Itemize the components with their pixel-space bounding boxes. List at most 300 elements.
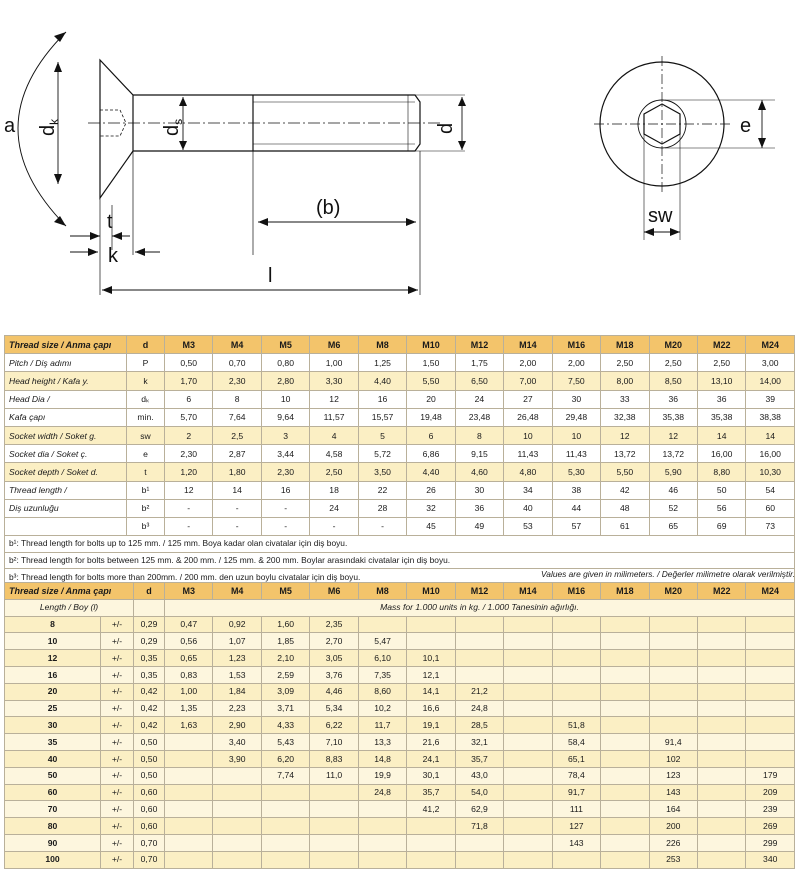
value-cell: 1,50 [407,354,455,372]
mass-cell: 62,9 [455,801,503,818]
mass-cell [407,851,455,868]
mass-cell [601,700,649,717]
mass-cell [358,616,406,633]
value-cell: 53 [504,517,552,535]
mass-cell [552,633,600,650]
mass-cell: 4,46 [310,683,358,700]
mass-cell: 10,1 [407,650,455,667]
value-cell: 40 [504,499,552,517]
mass-cell [504,801,552,818]
mass-cell: 179 [746,767,795,784]
value-cell: 5,70 [165,408,213,426]
value-cell: 24 [455,390,503,408]
value-cell: 2,50 [697,354,745,372]
tolerance-value: 0,42 [134,683,165,700]
mass-cell: 7,74 [261,767,309,784]
mass-cell: 14,8 [358,750,406,767]
value-cell: 30 [552,390,600,408]
mass-table [4,582,795,869]
table-header-row [5,336,795,354]
value-cell: 14 [213,481,261,499]
tolerance-value: 0,60 [134,784,165,801]
value-cell: 36 [649,390,697,408]
row-symbol: b² [127,499,165,517]
value-cell: 16 [358,390,406,408]
size-header: M5 [261,583,309,600]
mass-cell [601,784,649,801]
value-cell: 2,00 [504,354,552,372]
mass-cell: 200 [649,818,697,835]
value-cell: 13,10 [697,372,745,390]
value-cell: 2,30 [261,463,309,481]
footnote: b¹: Thread length for bolts up to 125 mm. / 125 mm. Boya kadar olan civatalar için diş boyu. [5,536,795,553]
mass-cell [698,700,746,717]
value-cell: - [310,517,358,535]
tolerance-value: 0,29 [134,633,165,650]
table-row [5,408,795,426]
length-value: 50 [5,767,101,784]
mass-cell: 54,0 [455,784,503,801]
mass-cell [504,818,552,835]
row-label: Head height / Kafa y. [5,372,127,390]
tolerance-sign: +/- [101,750,134,767]
length-value: 60 [5,784,101,801]
value-cell: 8 [213,390,261,408]
value-cell: 8,00 [601,372,649,390]
mass-cell [310,801,358,818]
mass-cell [601,818,649,835]
value-cell: 3,00 [746,354,795,372]
mass-cell [213,784,261,801]
value-cell: 27 [504,390,552,408]
tolerance-sign: +/- [101,767,134,784]
value-cell: 0,80 [261,354,309,372]
value-cell: 2,30 [165,445,213,463]
mass-cell: 2,90 [213,717,261,734]
value-cell: 42 [601,481,649,499]
label-d: d [435,122,457,134]
size-header: M10 [407,583,455,600]
value-cell: - [358,517,406,535]
value-cell: 3 [261,426,309,444]
value-cell: 38,38 [746,408,795,426]
value-cell: 9,64 [261,408,309,426]
mass-cell: 5,47 [358,633,406,650]
value-cell: 2,50 [310,463,358,481]
value-cell: 11,57 [310,408,358,426]
size-header: M22 [698,583,746,600]
mass-cell [601,616,649,633]
value-cell: 2,5 [213,426,261,444]
tolerance-value: 0,29 [134,616,165,633]
bolt-technical-drawing [0,0,799,320]
mass-cell: 1,07 [213,633,261,650]
mass-cell [455,633,503,650]
tolerance-sign: +/- [101,650,134,667]
mass-cell [746,717,795,734]
mass-cell [165,784,213,801]
length-value: 12 [5,650,101,667]
tolerance-sign: +/- [101,700,134,717]
row-label: Socket width / Soket g. [5,426,127,444]
value-cell: 1,75 [455,354,503,372]
mass-cell: 3,90 [213,750,261,767]
footnote: b²: Thread length for bolts between 125 mm. & 200 mm. / 125 mm. & 200 mm. Boylar arasındaki civatalar için diş boyu. [5,552,795,569]
mass-cell [213,851,261,868]
mass-cell: 1,53 [213,666,261,683]
mass-cell [649,666,697,683]
row-symbol: k [127,372,165,390]
value-cell: 14 [697,426,745,444]
value-cell: 0,70 [213,354,261,372]
mass-cell [407,818,455,835]
table-row [5,767,795,784]
mass-cell: 127 [552,818,600,835]
value-cell: 45 [407,517,455,535]
value-cell: 4,80 [504,463,552,481]
value-cell: 0,50 [165,354,213,372]
tolerance-value: 0,50 [134,750,165,767]
size-header: M12 [455,336,503,354]
mass-cell [455,650,503,667]
value-cell: 49 [455,517,503,535]
mass-cell [746,734,795,751]
label-t: t [107,211,113,233]
mass-cell: 41,2 [407,801,455,818]
size-header: M3 [165,583,213,600]
value-cell: 7,64 [213,408,261,426]
mass-cell [504,700,552,717]
mass-cell [698,750,746,767]
size-header: M20 [649,583,697,600]
mass-cell: 43,0 [455,767,503,784]
mass-cell: 1,84 [213,683,261,700]
mass-cell [504,851,552,868]
mass-cell: 12,1 [407,666,455,683]
mass-cell: 143 [649,784,697,801]
mass-cell: 253 [649,851,697,868]
label-dk: $d_k$ [37,118,61,136]
label-l: l [268,265,273,287]
value-cell: 14,00 [746,372,795,390]
tolerance-sign: +/- [101,851,134,868]
label-sw: sw [648,205,673,227]
table-row [5,851,795,868]
mass-cell [601,734,649,751]
mass-cell [504,650,552,667]
value-cell: 7,50 [552,372,600,390]
mass-cell: 143 [552,834,600,851]
table-row [5,650,795,667]
mass-cell [698,834,746,851]
mass-cell [504,750,552,767]
value-cell: 7,00 [504,372,552,390]
mass-cell: 239 [746,801,795,818]
mass-cell: 11,7 [358,717,406,734]
mass-cell: 6,22 [310,717,358,734]
value-cell: 10 [552,426,600,444]
value-cell: 34 [504,481,552,499]
value-cell: 1,20 [165,463,213,481]
mass-cell [165,834,213,851]
mass-cell [698,616,746,633]
mass-cell: 13,3 [358,734,406,751]
value-cell: 32 [407,499,455,517]
value-cell: 2,00 [552,354,600,372]
mass-cell: 3,40 [213,734,261,751]
value-cell: 38 [552,481,600,499]
value-cell: 5,50 [407,372,455,390]
mass-cell [601,851,649,868]
value-cell: 35,38 [697,408,745,426]
mass-cell [213,818,261,835]
mass-cell [504,767,552,784]
table-row [5,633,795,650]
footnote: b³: Thread length for bolts more than 200mm. / 200 mm. den uzun boylu civatalar için diş boyu. [5,569,795,586]
mass-cell [601,801,649,818]
table-row [5,354,795,372]
mass-cell: 3,05 [310,650,358,667]
mass-cell [455,616,503,633]
row-label: Kafa çapı [5,408,127,426]
mass-cell [649,633,697,650]
value-cell: 16,00 [697,445,745,463]
mass-cell [698,851,746,868]
mass-cell [165,851,213,868]
value-cell: 16,00 [746,445,795,463]
row-label: Socket dia / Soket ç. [5,445,127,463]
value-cell: 3,50 [358,463,406,481]
mass-cell [698,767,746,784]
tolerance-value: 0,35 [134,650,165,667]
mass-cell [213,801,261,818]
mass-cell [746,666,795,683]
value-cell: 8,50 [649,372,697,390]
length-header: Length / Boy (l) [5,599,134,616]
row-symbol: sw [127,426,165,444]
value-cell: 18 [310,481,358,499]
value-cell: 4 [310,426,358,444]
value-cell: 69 [697,517,745,535]
mass-cell [261,834,309,851]
mass-cell [552,650,600,667]
mass-cell: 58,4 [552,734,600,751]
length-value: 30 [5,717,101,734]
tolerance-value: 0,50 [134,734,165,751]
mass-cell [601,683,649,700]
mass-cell: 71,8 [455,818,503,835]
tolerance-value: 0,60 [134,801,165,818]
table-row [5,750,795,767]
tolerance-value: 0,70 [134,834,165,851]
value-cell: 29,48 [552,408,600,426]
value-cell: 11,43 [552,445,600,463]
mass-cell: 78,4 [552,767,600,784]
mass-cell [601,666,649,683]
size-header: M18 [601,583,649,600]
label-b: (b) [316,197,341,219]
mass-cell [213,767,261,784]
value-cell: 36 [697,390,745,408]
mass-cell: 2,70 [310,633,358,650]
mass-cell: 1,60 [261,616,309,633]
mass-cell [504,784,552,801]
mass-cell: 0,65 [165,650,213,667]
mass-cell: 226 [649,834,697,851]
tolerance-value: 0,42 [134,717,165,734]
size-header: M8 [358,336,406,354]
size-header: M16 [552,583,600,600]
mass-cell [261,801,309,818]
tolerance-sign: +/- [101,734,134,751]
blank [134,599,165,616]
mass-cell: 4,33 [261,717,309,734]
mass-cell: 91,7 [552,784,600,801]
mass-cell [601,767,649,784]
table-row [5,499,795,517]
value-cell: 10 [261,390,309,408]
mass-cell: 24,1 [407,750,455,767]
value-cell: 12 [165,481,213,499]
value-cell: 16 [261,481,309,499]
mass-cell: 3,76 [310,666,358,683]
mass-cell: 1,00 [165,683,213,700]
value-cell: 6 [407,426,455,444]
tolerance-sign: +/- [101,801,134,818]
mass-cell [649,717,697,734]
mass-cell [698,818,746,835]
value-cell: 48 [601,499,649,517]
value-cell: 10,30 [746,463,795,481]
value-cell: 39 [746,390,795,408]
value-cell: 1,70 [165,372,213,390]
mass-cell: 1,35 [165,700,213,717]
value-cell: 26,48 [504,408,552,426]
mass-cell: 269 [746,818,795,835]
tolerance-sign: +/- [101,784,134,801]
mass-cell: 2,10 [261,650,309,667]
table-row [5,784,795,801]
mass-cell [698,650,746,667]
value-cell: 12 [649,426,697,444]
value-cell: 33 [601,390,649,408]
size-header: M3 [165,336,213,354]
mass-cell [407,633,455,650]
mass-cell [649,616,697,633]
value-cell: 61 [601,517,649,535]
value-cell: 1,80 [213,463,261,481]
mass-cell [358,851,406,868]
value-cell: 22 [358,481,406,499]
row-symbol: min. [127,408,165,426]
mass-cell: 28,5 [455,717,503,734]
mass-cell [261,851,309,868]
value-cell: 4,58 [310,445,358,463]
mass-cell: 1,85 [261,633,309,650]
length-value: 100 [5,851,101,868]
value-cell: 6,86 [407,445,455,463]
value-cell: 30 [455,481,503,499]
value-cell: 2,80 [261,372,309,390]
value-cell: 12 [601,426,649,444]
mass-cell: 35,7 [455,750,503,767]
value-cell: - [213,517,261,535]
mass-cell [165,767,213,784]
tolerance-sign: +/- [101,666,134,683]
mass-cell [310,834,358,851]
value-cell: 44 [552,499,600,517]
tolerance-value: 0,50 [134,767,165,784]
mass-cell [698,801,746,818]
table-row [5,683,795,700]
value-cell: 73 [746,517,795,535]
tolerance-sign: +/- [101,616,134,633]
mass-cell: 102 [649,750,697,767]
mass-cell: 7,35 [358,666,406,683]
length-value: 25 [5,700,101,717]
mass-cell: 16,6 [407,700,455,717]
row-symbol: t [127,463,165,481]
subheader-row [5,599,795,616]
table-row [5,666,795,683]
mass-cell: 164 [649,801,697,818]
value-cell: 4,40 [358,372,406,390]
mass-cell [746,616,795,633]
length-value: 35 [5,734,101,751]
row-label: Head Dia / [5,390,127,408]
mass-cell [698,666,746,683]
table-row [5,372,795,390]
mass-cell: 14,1 [407,683,455,700]
mass-cell [552,666,600,683]
size-header: M24 [746,583,795,600]
mass-cell [746,700,795,717]
value-cell: 6 [165,390,213,408]
mass-cell [407,834,455,851]
mass-cell: 6,10 [358,650,406,667]
dimensions-table [4,335,795,586]
row-symbol: b³ [127,517,165,535]
value-cell: 8,80 [697,463,745,481]
mass-cell: 19,1 [407,717,455,734]
value-cell: 54 [746,481,795,499]
mass-cell: 21,6 [407,734,455,751]
mass-cell [407,616,455,633]
mass-cell: 0,47 [165,616,213,633]
mass-cell: 123 [649,767,697,784]
mass-cell [310,818,358,835]
value-cell: 15,57 [358,408,406,426]
footnote-row [5,552,795,569]
mass-cell [504,683,552,700]
mass-cell: 299 [746,834,795,851]
mass-cell: 91,4 [649,734,697,751]
mass-cell [698,683,746,700]
mass-cell: 209 [746,784,795,801]
value-cell: 5,50 [601,463,649,481]
mass-cell: 35,7 [407,784,455,801]
tolerance-value: 0,60 [134,818,165,835]
value-cell: 2,87 [213,445,261,463]
mass-cell [552,700,600,717]
mass-cell: 0,92 [213,616,261,633]
value-cell: 23,48 [455,408,503,426]
mass-cell [165,734,213,751]
mass-cell [601,650,649,667]
mass-cell: 51,8 [552,717,600,734]
mass-cell [504,666,552,683]
length-value: 10 [5,633,101,650]
